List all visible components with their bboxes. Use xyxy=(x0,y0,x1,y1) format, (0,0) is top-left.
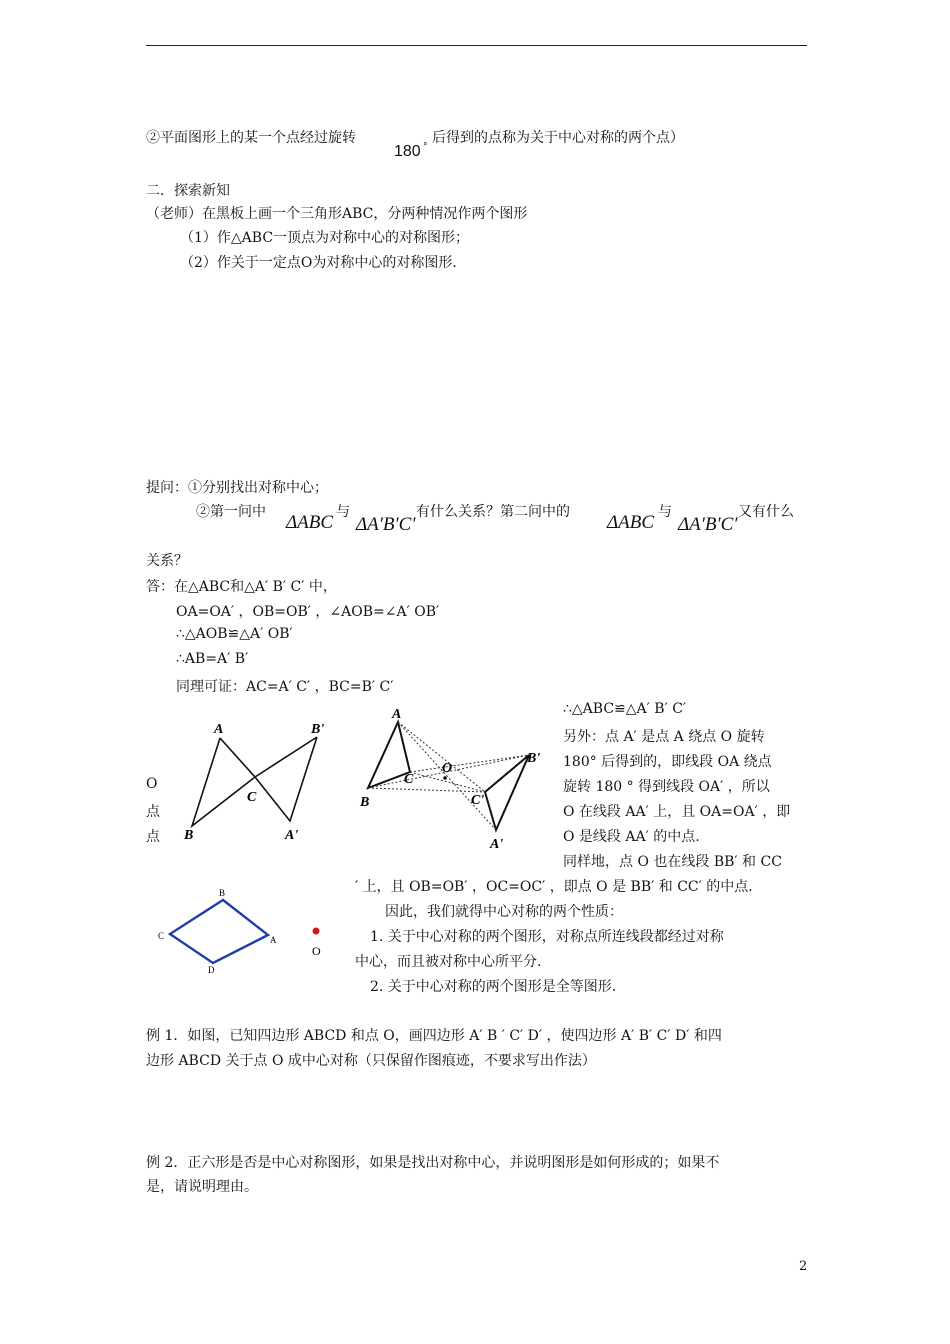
question-q2-part1: ②第一问中 xyxy=(196,504,266,520)
question-q2-part3: 又有什么 xyxy=(738,504,794,520)
figure-bowtie xyxy=(180,715,330,845)
tri-prime-2: ΔA′B′C′ xyxy=(678,514,738,535)
answer-line-1: 答：在△ABC和△A′ B′ C′ 中， xyxy=(146,579,337,595)
fig3-label-o: O xyxy=(312,944,321,958)
fig1-label-c: C xyxy=(247,790,257,805)
question-q2-with-2: 与 xyxy=(658,504,672,520)
section-two-title: 二．探索新知 xyxy=(146,183,230,199)
answer-line-4: ∴AB=A′ B′ xyxy=(176,651,249,667)
side-congruent: ∴△ABC≌△A′ B′ C′ xyxy=(563,701,687,717)
fig2-label-bp: B' xyxy=(527,751,541,766)
fig1-label-a: A xyxy=(214,722,224,737)
example-2b: 是，请说明理由。 xyxy=(146,1179,258,1195)
fig2-label-a: A xyxy=(392,707,402,722)
answer-line-3: ∴△AOB≌△A′ OB′ xyxy=(176,626,293,642)
properties-intro: 因此，我们就得中心对称的两个性质： xyxy=(385,904,623,920)
fig3-label-c: C xyxy=(158,931,165,941)
question-q2-cont: 关系？ xyxy=(146,553,188,569)
tri-abc-2: ΔABC xyxy=(607,512,655,533)
side-line-2: 180° 后得到的，即线段 OA 绕点 xyxy=(563,754,772,770)
fig2-label-b: B xyxy=(360,795,370,810)
angle-180: 180 xyxy=(394,143,421,160)
degree-mark: ° xyxy=(423,142,428,152)
side-line-5: O 是线段 AA′ 的中点. xyxy=(563,829,700,845)
figure-rotation xyxy=(350,700,550,860)
side-line-6: 同样地，点 O 也在线段 BB′ 和 CC xyxy=(563,854,782,870)
property-2: 2. 关于中心对称的两个图形是全等图形. xyxy=(370,979,617,995)
case-1: （1）作△ABC一顶点为对称中心的对称图形； xyxy=(180,230,470,246)
fig1-label-ap: A' xyxy=(285,828,299,843)
property-1b: 中心，而且被对称中心所平分. xyxy=(355,954,542,970)
bowtie-right-triangle xyxy=(255,737,317,821)
side-line-3: 旋转 180 ° 得到线段 OA′ ，所以 xyxy=(563,779,770,795)
fig1-label-bp: B' xyxy=(311,722,325,737)
teacher-line: （老师）在黑板上画一个三角形ABC，分两种情况作两个图形 xyxy=(146,206,528,222)
margin-char-2: 点 xyxy=(146,804,160,820)
question-q2-with-1: 与 xyxy=(336,504,350,520)
fig3-label-d: D xyxy=(208,965,215,975)
answer-line-2: OA=OA′ ，OB=OB′ ，∠AOB=∠A′ OB′ xyxy=(176,604,440,620)
header-rule xyxy=(146,45,807,46)
property-1a: 1. 关于中心对称的两个图形，对称点所连线段都经过对称 xyxy=(370,929,724,945)
fig1-label-b: B xyxy=(184,828,194,843)
example-1a: 例 1．如图，已知四边形 ABCD 和点 O，画四边形 A′ B ′ C′ D′ ，使四边形 A′ B′ C′ D′ 和四 xyxy=(146,1028,722,1044)
tri-abc-1: ΔABC xyxy=(286,512,334,533)
margin-char-3: 点 xyxy=(146,829,160,845)
figure-rhombus xyxy=(155,885,335,985)
fig2-label-c: C xyxy=(404,772,414,787)
point-o xyxy=(313,928,320,935)
side-line-4: O 在线段 AA′ 上，且 OA=OA′ ，即 xyxy=(563,804,791,820)
margin-char-1: O xyxy=(146,776,158,792)
answer-line-5: 同理可证：AC=A′ C′ ，BC=B′ C′ xyxy=(176,679,394,695)
question-q2-part2: 有什么关系？第二问中的 xyxy=(416,504,570,520)
example-2a: 例 2．正六形是否是中心对称图形，如果是找出对称中心，并说明图形是如何形成的；如果不 xyxy=(146,1155,720,1171)
intro-point2-part2: 后得到的点称为关于中心对称的两个点） xyxy=(432,130,684,146)
case-2: （2）作关于一定点O为对称中心的对称图形. xyxy=(180,255,457,271)
intro-point2-part1: ②平面图形上的某一个点经过旋转 xyxy=(146,130,356,146)
fig2-label-cp: C' xyxy=(471,793,485,808)
fig3-label-a: A xyxy=(270,935,277,945)
page-number: 2 xyxy=(799,1259,808,1274)
fig2-label-ap: A' xyxy=(490,837,504,852)
bowtie-left-triangle xyxy=(192,738,255,826)
fig2-label-o: O xyxy=(442,761,453,776)
tri-prime-1: ΔA′B′C′ xyxy=(356,514,416,535)
question-q1: 提问：①分别找出对称中心； xyxy=(146,480,328,496)
side-cont: ′ 上，且 OB=OB′ ，OC=OC′ ，即点 O 是 BB′ 和 CC′ 的中点. xyxy=(355,879,753,895)
triangle-prime xyxy=(485,755,529,830)
rhombus-abcd xyxy=(170,900,268,963)
example-1b: 边形 ABCD 关于点 O 成中心对称（只保留作图痕迹，不要求写出作法） xyxy=(146,1053,596,1069)
center-o-dot xyxy=(443,776,447,780)
side-line-1: 另外：点 A′ 是点 A 绕点 O 旋转 xyxy=(563,729,765,745)
fig3-label-b: B xyxy=(219,888,226,898)
